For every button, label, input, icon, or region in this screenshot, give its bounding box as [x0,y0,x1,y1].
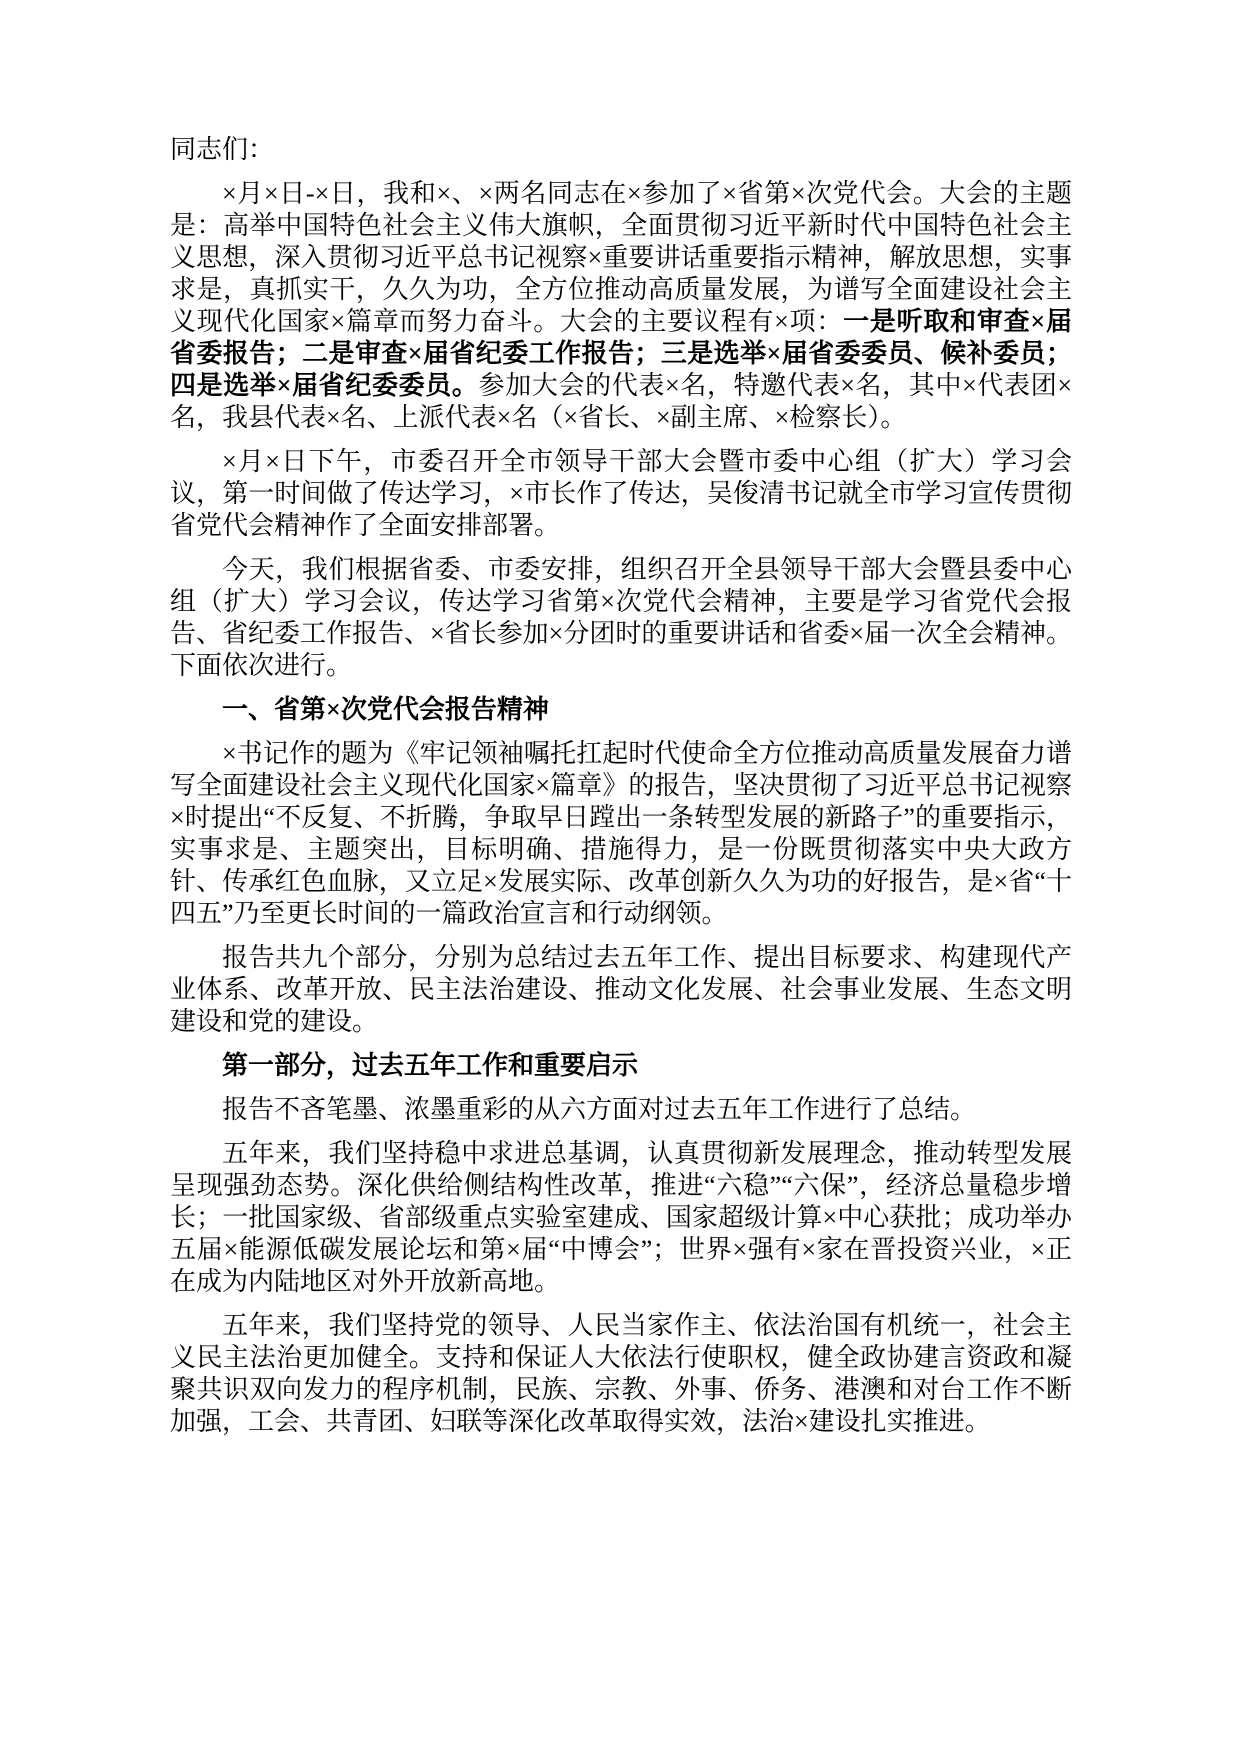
text-run: ×月×日-×日，我和×、×两名同志在×参加了×省第×次党代会。大会的主题是：高举中国特色社会主义伟大旗帜，全面贯彻习近平新时代中国特色社会主义思想，深入贯彻习近平总书记视察×重要讲话重要指示精神，解放思想，实事求是，真抓实干，久久为功，全方位推动高质量发展，为谱写全面建设社会主义现代化国家×篇章而努力奋斗。大会的主要议程有×项： [170,179,1072,336]
text-run: 今天，我们根据省委、市委安排，组织召开全县领导干部大会暨县委中心组（扩大）学习会议，传达学习省第×次党代会精神，主要是学习省党代会报告、省纪委工作报告、×省长参加×分团时的重要讲话和省委×届一次全会精神。下面依次进行。 [170,555,1072,680]
section-heading [170,1050,1072,1082]
paragraph [170,1138,1072,1298]
salutation [170,134,1072,166]
paragraph [170,446,1072,542]
paragraph [170,1094,1072,1126]
paragraph [170,738,1072,930]
text-run: 报告共九个部分，分别为总结过去五年工作、提出目标要求、构建现代产业体系、改革开放、民主法治建设、推动文化发展、社会事业发展、生态文明建设和党的建设。 [170,943,1072,1036]
text-run: ×书记作的题为《牢记领袖嘱托扛起时代使命全方位推动高质量发展奋力谱写全面建设社会主义现代化国家×篇章》的报告，坚决贯彻了习近平总书记视察×时提出“不反复、不折腾，争取早日蹚出一条转型发展的新路子”的重要指示，实事求是、主题突出，目标明确、措施得力，是一份既贯彻落实中央大政方针、传承红色血脉，又立足×发展实际、改革创新久久为功的好报告，是×省“十四五”乃至更长时间的一篇政治宣言和行动纲领。 [170,739,1072,928]
bold-text-run: 一是听取和审查×届省委报告；二是审查×届省纪委工作报告；三是选举×届省委委员、候补委员；四是选举×届省纪委委员。 [170,307,1072,400]
text-run: 同志们： [170,135,275,164]
text-run: 五年来，我们坚持稳中求进总基调，认真贯彻新发展理念，推动转型发展呈现强劲态势。深化供给侧结构性改革，推进“六稳”“六保”，经济总量稳步增长；一批国家级、省部级重点实验室建成、国家超级计算×中心获批；成功举办五届×能源低碳发展论坛和第×届“中博会”；世界×强有×家在晋投资兴业，×正在成为内陆地区对外开放新高地。 [170,1139,1072,1296]
paragraph [170,1310,1072,1438]
paragraph [170,554,1072,682]
text-run: 报告不吝笔墨、浓墨重彩的从六方面对过去五年工作进行了总结。 [222,1095,977,1124]
bold-text-run: 一、省第×次党代会报告精神 [222,695,549,724]
document-body [170,134,1072,1438]
section-heading [170,694,1072,726]
paragraph [170,942,1072,1038]
text-run: 五年来，我们坚持党的领导、人民当家作主、依法治国有机统一，社会主义民主法治更加健全。支持和保证人大依法行使职权，健全政协建言资政和凝聚共识双向发力的程序机制，民族、宗教、外事、侨务、港澳和对台工作不断加强，工会、共青团、妇联等深化改革取得实效，法治×建设扎实推进。 [170,1311,1072,1436]
paragraph [170,178,1072,434]
text-run: ×月×日下午，市委召开全市领导干部大会暨市委中心组（扩大）学习会议，第一时间做了传达学习，×市长作了传达，吴俊清书记就全市学习宣传贯彻省党代会精神作了全面安排部署。 [170,447,1072,540]
text-run: 参加大会的代表×名，特邀代表×名，其中×代表团×名，我县代表×名、上派代表×名（×省长、×副主席、×检察长）。 [170,371,1072,432]
bold-text-run: 第一部分，过去五年工作和重要启示 [222,1051,639,1080]
